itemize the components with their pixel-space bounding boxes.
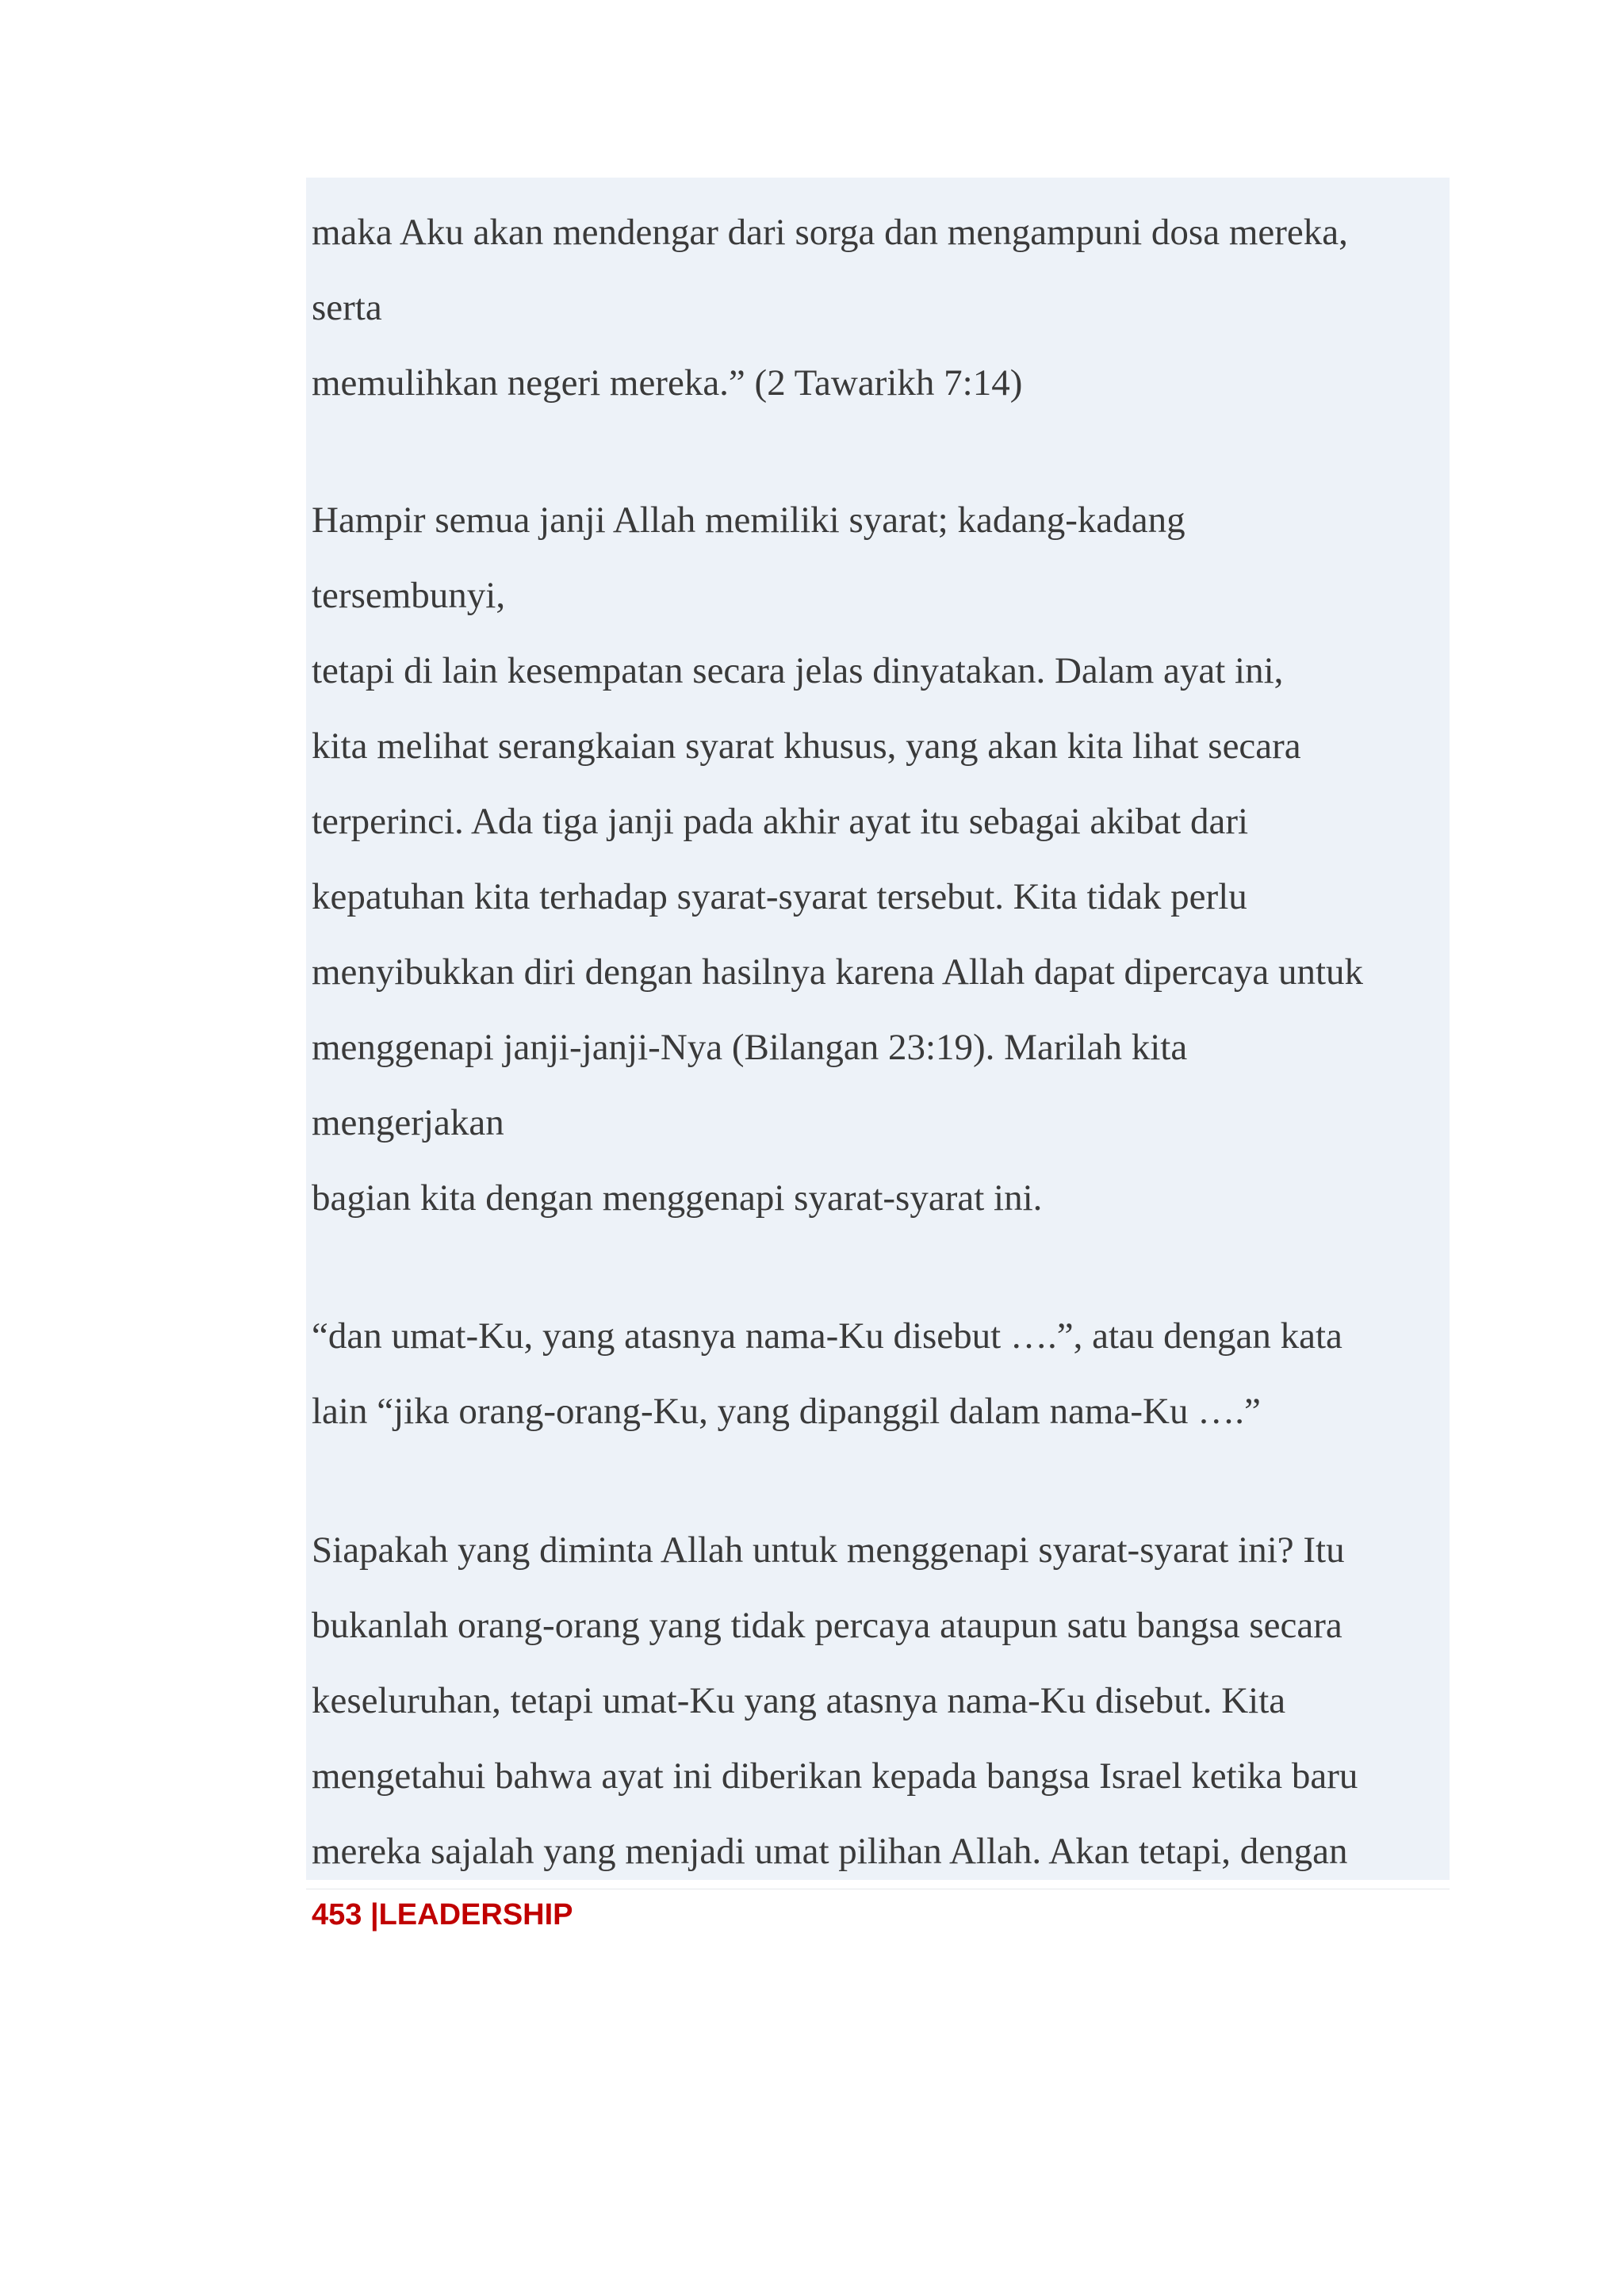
body-line: menyibukkan diri dengan hasilnya karena Allah dapat dipercaya untuk bbox=[312, 951, 1364, 993]
body-line: Siapakah yang diminta Allah untuk menggenapi syarat-syarat ini? Itu bbox=[312, 1529, 1345, 1571]
body-line: memulihkan negeri mereka.” (2 Tawarikh 7:14) bbox=[312, 362, 1023, 404]
body-line: menggenapi janji-janji-Nya (Bilangan 23:19). Marilah kita bbox=[312, 1027, 1188, 1068]
body-line: kita melihat serangkaian syarat khusus, yang akan kita lihat secara bbox=[312, 725, 1301, 767]
body-line: mengetahui bahwa ayat ini diberikan kepada bangsa Israel ketika baru bbox=[312, 1755, 1358, 1797]
body-line: terperinci. Ada tiga janji pada akhir ayat itu sebagai akibat dari bbox=[312, 801, 1249, 842]
body-line: “dan umat-Ku, yang atasnya nama-Ku disebut ….”, atau dengan kata bbox=[312, 1315, 1342, 1357]
body-line: serta bbox=[312, 287, 382, 328]
body-line: mengerjakan bbox=[312, 1102, 504, 1143]
body-line: maka Aku akan mendengar dari sorga dan mengampuni dosa mereka, bbox=[312, 212, 1348, 253]
body-line: lain “jika orang-orang-Ku, yang dipanggil dalam nama-Ku ….” bbox=[312, 1391, 1261, 1432]
body-line: keseluruhan, tetapi umat-Ku yang atasnya nama-Ku disebut. Kita bbox=[312, 1680, 1286, 1721]
body-line: tetapi di lain kesempatan secara jelas dinyatakan. Dalam ayat ini, bbox=[312, 650, 1284, 691]
body-line: kepatuhan kita terhadap syarat-syarat tersebut. Kita tidak perlu bbox=[312, 876, 1247, 917]
body-line: bagian kita dengan menggenapi syarat-syarat ini. bbox=[312, 1177, 1043, 1219]
body-line: Hampir semua janji Allah memiliki syarat; kadang-kadang bbox=[312, 500, 1185, 541]
body-line: mereka sajalah yang menjadi umat pilihan Allah. Akan tetapi, dengan bbox=[312, 1831, 1348, 1872]
page-footer-label: 453 |LEADERSHIP bbox=[312, 1898, 573, 1931]
body-line: bukanlah orang-orang yang tidak percaya ataupun satu bangsa secara bbox=[312, 1605, 1342, 1646]
body-line: tersembunyi, bbox=[312, 575, 506, 616]
